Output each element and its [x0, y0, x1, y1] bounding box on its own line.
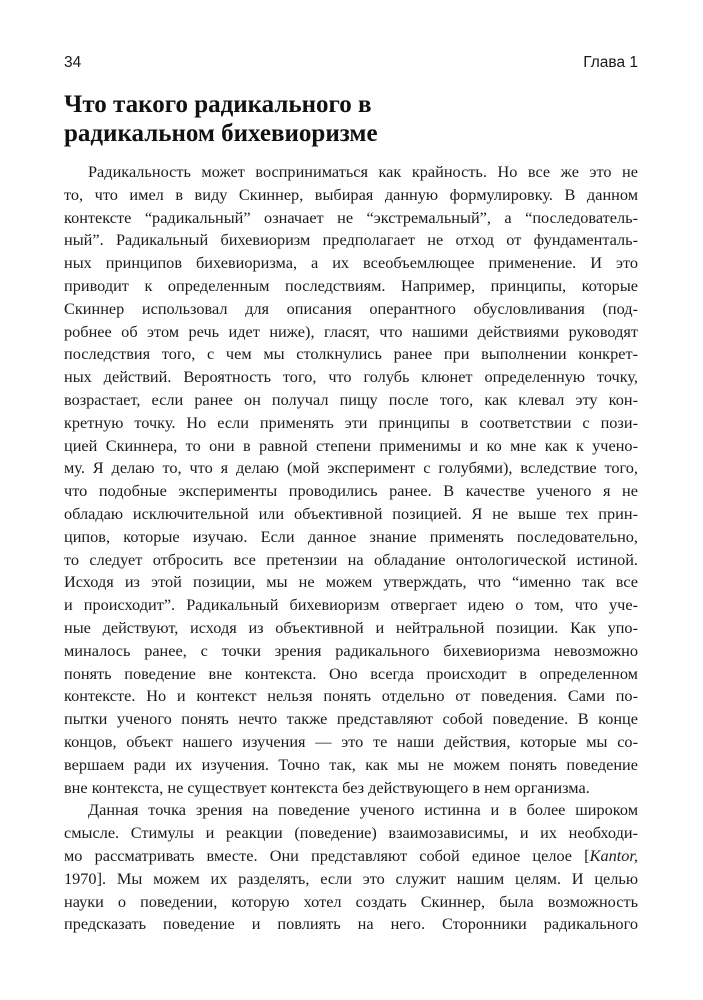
text-line: 1970]. Мы можем их разделять, если это служит нашим целям. И целью: [64, 868, 638, 888]
text-line-with-citation: [64, 845, 638, 868]
chapter-label: Глава 1: [583, 54, 638, 71]
text-line: ный”. Радикальный бихевиоризм предполагает не отход от фундаменталь-: [64, 230, 638, 250]
text-line: ные действуют, исходя из объективной и нейтральной позиции. Как упо-: [64, 617, 638, 637]
text-line: то, что имел в виду Скиннер, выбирая данную формулировку. В данном: [64, 184, 638, 204]
text-line: миналось ранее, с точки зрения радикального бихевиоризма невозможно: [64, 640, 638, 660]
text-line: обладаю исключительной или объективной позицией. Я не выше тех прин-: [64, 503, 638, 523]
section-title: [64, 90, 638, 148]
text-line: что подобные эксперименты проводились ранее. В качестве ученого я не: [64, 481, 638, 501]
text-line: робнее об этом речь идет ниже), гласят, что нашими действиями руководят: [64, 321, 638, 341]
text-line: кретную точку. Но если применять эти принципы в соответствии с пози-: [64, 412, 638, 432]
text-line: приводит к определенным последствиям. Например, принципы, которые: [64, 275, 638, 295]
text-line: возрастает, если ранее он получал пищу после того, как клевал эту кон-: [64, 389, 638, 409]
page-number: 34: [64, 54, 82, 71]
text-line: понять поведение вне контекста. Оно всегда происходит в определенном: [64, 663, 638, 683]
text-line: предсказать поведение и повлиять на него. Сторонники радикального: [64, 914, 638, 934]
text-line: концов, объект нашего изучения — это те наши действия, которые мы со-: [64, 731, 638, 751]
text-line: вне контекста, не существует контекста без действующего в нем организма.: [64, 777, 590, 797]
text-line: ных действий. Вероятность того, что голубь клюнет определенную точку,: [64, 367, 638, 387]
citation-author: Kantor,: [589, 845, 638, 865]
text-line: Исходя из этой позиции, мы не можем утверждать, что “именно так все: [64, 572, 638, 592]
running-head: [64, 54, 638, 74]
text-line: и происходит”. Радикальный бихевиоризм отвергает идею о том, что уче-: [64, 595, 638, 615]
text-line: ципов, которые изучаю. Если данное знание применять последовательно,: [64, 526, 638, 546]
text-line: Радикальность может восприниматься как крайность. Но все же это не: [88, 162, 638, 181]
text-line: контексте “радикальный” означает не “экстремальный”, а “последователь-: [64, 207, 638, 227]
text-fragment: мо рассматривать вместе. Они представляют собой единое целое [: [64, 845, 590, 865]
text-line: Скиннер использовал для описания оперантного обусловливания (под-: [64, 298, 638, 318]
text-line: цией Скиннера, то они в равной степени применимы и ко мне как к учено-: [64, 435, 638, 455]
text-line: ных принципов бихевиоризма, а их всеобъемлющее применение. И это: [64, 253, 638, 273]
text-line: Данная точка зрения на поведение ученого истинна и в более широком: [88, 800, 638, 820]
text-line: последствия того, с чем мы столкнулись ранее при выполнении конкрет-: [64, 344, 638, 364]
text-line: пытки ученого понять нечто также представляют собой поведение. В конце: [64, 709, 638, 729]
text-line: контексте. Но и контекст нельзя понять отдельно от поведения. Сами по-: [64, 686, 638, 706]
text-line: науки о поведении, которую хотел создать Скиннер, была возможность: [64, 891, 638, 911]
body-text: [64, 161, 638, 936]
section-title-line: Что такого радикального в: [64, 91, 372, 118]
text-line: то следует отбросить все претензии на обладание онтологической истиной.: [64, 549, 638, 569]
text-line: смысле. Стимулы и реакции (поведение) взаимозависимы, и их необходи-: [64, 823, 638, 843]
text-line: вершаем ради их изучения. Точно так, как мы не можем понять поведение: [64, 754, 638, 774]
text-line: му. Я делаю то, что я делаю (мой эксперимент с голубями), вследствие того,: [64, 458, 638, 478]
section-title-line: радикальном бихевиоризме: [64, 120, 378, 147]
